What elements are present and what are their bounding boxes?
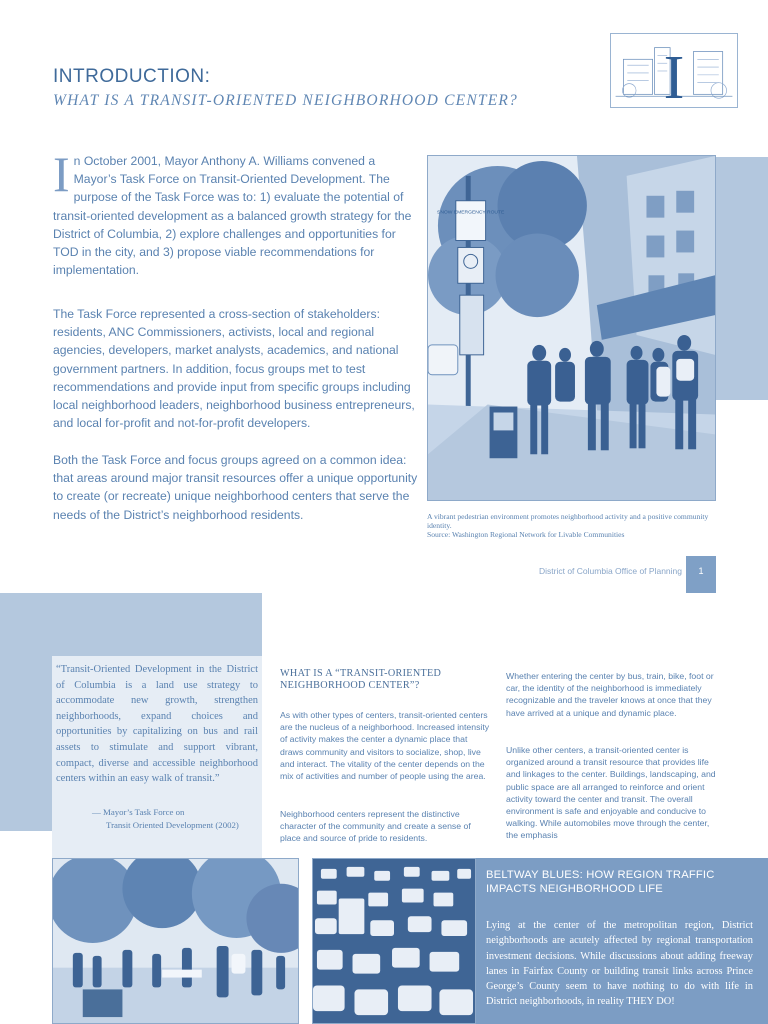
pedestrian-street-image: [428, 156, 715, 500]
pull-quote: [52, 656, 262, 858]
intro-paragraph-1-text: n October 2001, Mayor Anthony A. Williams convened a Mayor’s Task Force on Transit-Oriented Development. The purpose of the Task Force was to: 1) evaluate the potential of transit-oriented development as a balanced growth strategy for the District of Columbia, 2) explore challenges and opportunities for TOD in the city, and 3) propose viable recommendations for implementation.: [53, 154, 412, 278]
page-subtitle: WHAT IS A TRANSIT-ORIENTED NEIGHBORHOOD CENTER?: [53, 92, 518, 109]
community-gathering-image: [53, 859, 298, 1023]
callout-heading: BELTWAY BLUES: HOW REGION TRAFFIC IMPACTS NEIGHBORHOOD LIFE: [486, 869, 715, 895]
photo-caption: [427, 512, 717, 540]
intro-paragraph-3: Both the Task Force and focus groups agreed on a common idea: that areas around major transit resources offer a unique opportunity to create (or recreate) unique neighborhood centers that serve the needs of the District’s neighborhood residents.: [53, 453, 418, 522]
quote-attribution-line-1: — Mayor’s Task Force on: [92, 806, 185, 817]
logo-letter: I: [663, 43, 685, 107]
traffic-jam-image: [313, 859, 475, 1023]
page-number: 1: [686, 556, 716, 593]
drop-cap: I: [53, 146, 70, 202]
chapter-logo: [610, 33, 738, 108]
intro-paragraph-2: The Task Force represented a cross-section of stakeholders: residents, ANC Commissioners, activists, local and regional agencies, developers, market analysts, academics, and national government partners. In addition, focus groups met to test recommendations and provide input from specific groups including local neighborhood leaders, neighborhood business entrepreneurs, and local for-profit and not-for-profit developers.: [53, 307, 415, 431]
street-photo: [427, 155, 716, 501]
traffic-photo: [312, 858, 476, 1024]
quote-attribution: [56, 806, 258, 832]
snow-route-sign-text: SNOW EMERGENCY ROUTE: [437, 210, 505, 216]
community-gathering-photo: [52, 858, 299, 1024]
photo-caption-source: Source: Washington Regional Network for Livable Communities: [427, 530, 625, 540]
quote-attribution-line-2: Transit Oriented Development (2002): [106, 819, 239, 830]
column3-paragraph-2: Unlike other centers, a transit-oriented center is organized around a transit resource that provides life and linkages to the center. Buildings, landscaping, and public space are all arranged to reinforce and orient activity toward the center and transit. The overall environment is safe and enjoyable and conducive to walking. While automobiles move through the center, the emphasis: [506, 745, 716, 841]
column2-paragraph-2: Neighborhood centers represent the distinctive character of the community and create a sense of place and source of pride to residents.: [280, 809, 471, 844]
building-illustration-icon: [611, 34, 737, 107]
quote-text: “Transit-Oriented Development in the District of Columbia is a land use strategy to accommodate new growth, strengthen neighborhoods, expand choices and opportunities by capitalizing on bus and rail assets to stimulate and support vibrant, compact, diverse and accessible neighborhood centers within an easy walk of transit.”: [56, 664, 258, 785]
sidebar-callout: [476, 858, 768, 1024]
column3-paragraph-1: Whether entering the center by bus, train, bike, foot or car, the identity of the neighborhood is immediately recognizable and the traveler knows at once that they have arrived at a unique and dynamic place.: [506, 671, 714, 718]
page-title: INTRODUCTION:: [53, 66, 211, 87]
callout-text: Lying at the center of the metropolitan region, District neighborhoods are acutely affected by regional transportation investment decisions. While discussions about adding freeway lanes in Fairfax County or building transit links across Prince George’s County seem to have nothing to do with life in District neighborhoods, in reality THEY DO!: [486, 920, 753, 1008]
footer-organization: District of Columbia Office of Planning: [539, 566, 682, 576]
section-heading: WHAT IS A “TRANSIT-ORIENTED NEIGHBORHOOD CENTER”?: [280, 668, 442, 691]
decorative-side-block: [716, 157, 768, 400]
intro-paragraph-1: [53, 146, 419, 279]
photo-caption-text: A vibrant pedestrian environment promotes neighborhood activity and a positive community identity.: [427, 512, 709, 531]
column2-paragraph-1: As with other types of centers, transit-oriented centers are the nucleus of a neighborhood. Increased intensity of activity makes the center a dynamic place that draws community and visitors to socialize, shop, live and interact. The vitality of the center depends on the mix of activities and number of people using the area.: [280, 710, 490, 782]
